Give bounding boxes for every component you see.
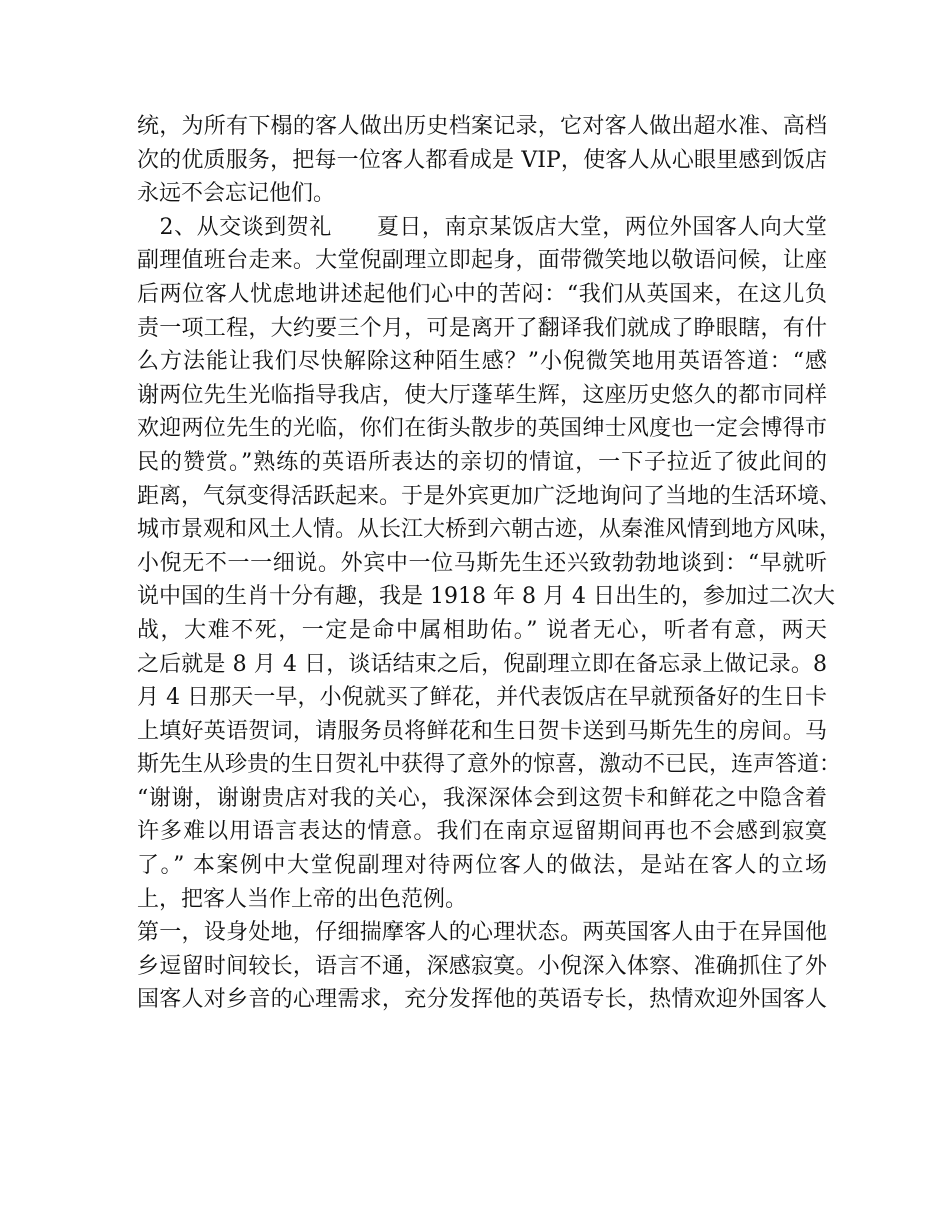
text-line: 民的赞赏。”熟练的英语所表达的亲切的情谊，一下子拉近了彼此间的	[137, 449, 827, 475]
text-line: 次的优质服务，把每一位客人都看成是 VIP，使客人从心眼里感到饭店	[137, 147, 827, 173]
text-line: 上，把客人当作上帝的出色范例。	[137, 886, 468, 912]
text-line: 之后就是 8 月 4 日，谈话结束之后，倪副理立即在备忘录上做记录。8	[137, 651, 827, 677]
text-line: 了。” 本案例中大堂倪副理对待两位客人的做法，是站在客人的立场	[137, 853, 827, 879]
text-line: 乡逗留时间较长，语言不通，深感寂寞。小倪深入体察、准确抓住了外	[137, 953, 827, 979]
body-text	[137, 110, 842, 1017]
text-line: 责一项工程，大约要三个月，可是离开了翻译我们就成了睁眼瞎，有什	[137, 315, 827, 341]
text-line: 距离，气氛变得活跃起来。于是外宾更加广泛地询问了当地的生活环境、	[137, 483, 842, 509]
text-line: 上填好英语贺词，请服务员将鲜花和生日贺卡送到马斯先生的房间。马	[137, 718, 827, 744]
text-line: 小倪无不一一细说。外宾中一位马斯先生还兴致勃勃地谈到：“早就听	[137, 550, 827, 576]
text-line: 斯先生从珍贵的生日贺礼中获得了意外的惊喜，激动不已民，连声答道：	[137, 752, 842, 778]
text-line: 第一，设身处地，仔细揣摩客人的心理状态。两英国客人由于在异国他	[137, 920, 827, 946]
text-line: 副理值班台走来。大堂倪副理立即起身，面带微笑地以敬语问候，让座	[137, 248, 827, 274]
text-line: “谢谢，谢谢贵店对我的关心，我深深体会到这贺卡和鲜花之中隐含着	[137, 785, 827, 811]
text-line: 永远不会忘记他们。	[137, 181, 336, 207]
text-line: 国客人对乡音的心理需求，充分发挥他的英语专长，热情欢迎外国客人	[137, 987, 827, 1013]
text-line: 么方法能让我们尽快解除这种陌生感？”小倪微笑地用英语答道：“感	[137, 349, 827, 375]
text-line: 2、从交谈到贺礼 夏日，南京某饭店大堂，两位外国客人向大堂	[137, 214, 827, 240]
text-line: 月 4 日那天一早，小倪就买了鲜花，并代表饭店在早就预备好的生日卡	[137, 685, 827, 711]
text-line: 城市景观和风土人情。从长江大桥到六朝古迹，从秦淮风情到地方风味，	[137, 517, 842, 543]
text-line: 统，为所有下榻的客人做出历史档案记录，它对客人做出超水准、高档	[137, 114, 827, 139]
text-line: 战，大难不死，一定是命中属相助佑。” 说者无心，听者有意，两天	[137, 617, 827, 643]
text-line: 后两位客人忧虑地讲述起他们心中的苦闷：“我们从英国来，在这儿负	[137, 281, 827, 307]
text-line: 谢两位先生光临指导我店，使大厅蓬荜生辉，这座历史悠久的都市同样	[137, 382, 827, 408]
text-line: 许多难以用语言表达的情意。我们在南京逗留期间再也不会感到寂寞	[137, 819, 827, 845]
text-line: 欢迎两位先生的光临，你们在街头散步的英国绅士风度也一定会博得市	[137, 416, 827, 442]
text-line: 说中国的生肖十分有趣，我是 1918 年 8 月 4 日出生的，参加过二次大	[137, 584, 835, 610]
